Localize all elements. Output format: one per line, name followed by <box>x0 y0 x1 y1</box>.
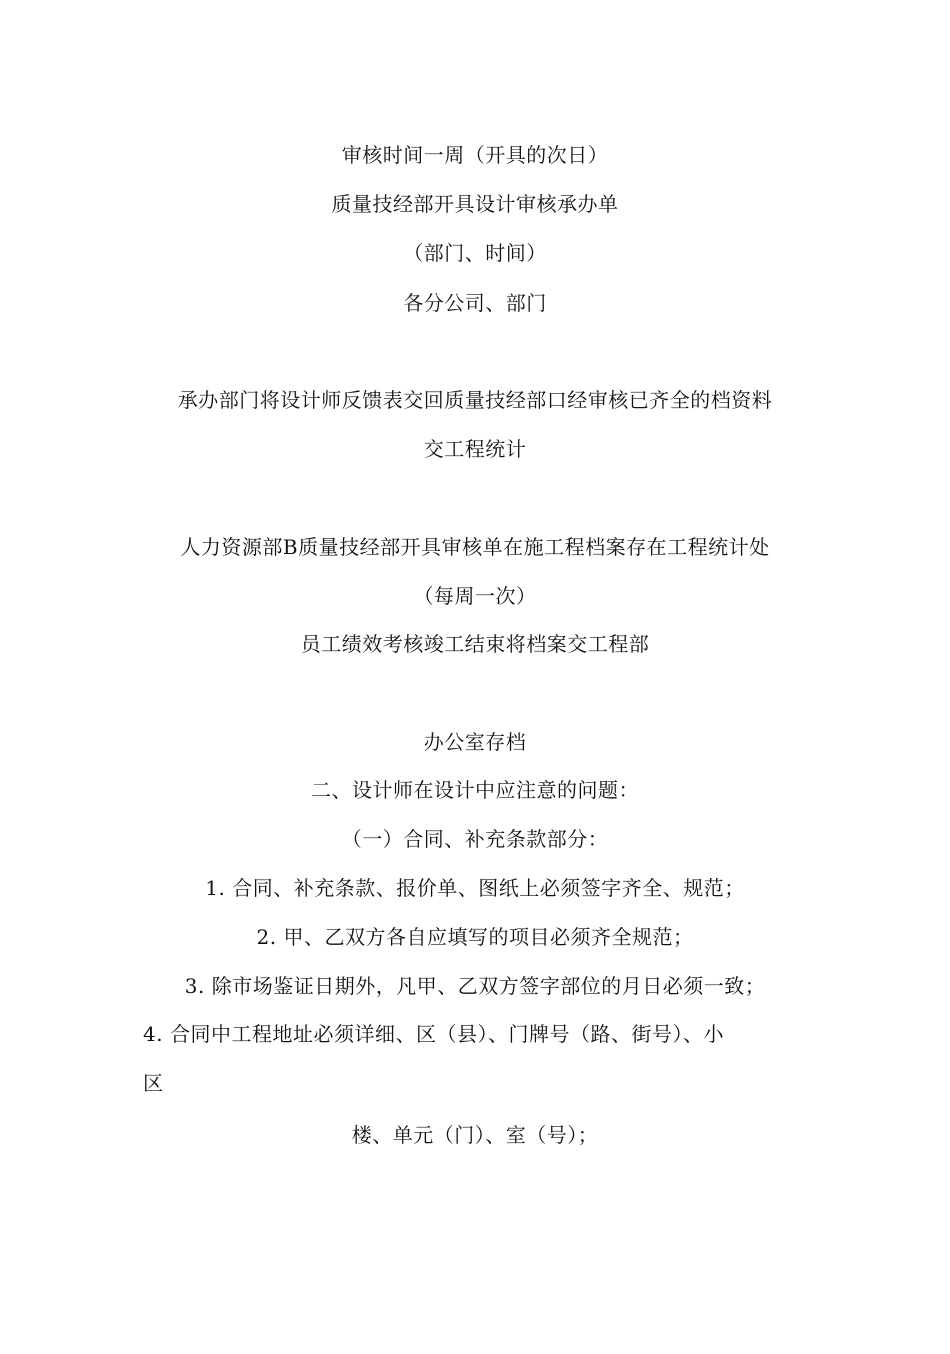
text-line-dept-time: （部门、时间） <box>403 241 547 265</box>
list-item-2: 2. 甲、乙双方各自应填写的项目必须齐全规范； <box>256 925 694 949</box>
section-heading: 二、设计师在设计中应注意的问题： <box>311 778 639 802</box>
list-item-4-continuation: 楼、单元（门）、室（号）； <box>351 1123 599 1147</box>
subsection-heading: （一）合同、补充条款部分： <box>341 827 609 851</box>
text-line-statistics: 交工程统计 <box>423 437 527 461</box>
list-item-4-wrap: 区 <box>143 1071 164 1095</box>
list-item-1: 1. 合同、补充条款、报价单、图纸上必须签字齐全、规范； <box>205 876 745 900</box>
text-line-review-form: 质量技经部开具设计审核承办单 <box>331 192 619 216</box>
text-line-review-time: 审核时间一周（开具的次日） <box>341 143 609 167</box>
text-line-hr: 人力资源部B质量技经部开具审核单在施工程档案存在工程统计处 <box>180 535 770 559</box>
text-line-weekly: （每周一次） <box>413 584 537 608</box>
text-line-performance: 员工绩效考核竣工结束将档案交工程部 <box>300 632 650 656</box>
list-item-4: 4. 合同中工程地址必须详细、区（县）、门牌号（路、街号）、小 <box>143 1022 724 1046</box>
text-line-feedback: 承办部门将设计师反馈表交回质量技经部口经审核已齐全的档资料 <box>177 388 773 412</box>
text-line-branches: 各分公司、部门 <box>403 291 547 315</box>
list-item-3: 3. 除市场鉴证日期外，凡甲、乙双方签字部位的月日必须一致； <box>184 974 766 998</box>
text-line-office-archive: 办公室存档 <box>423 730 527 754</box>
